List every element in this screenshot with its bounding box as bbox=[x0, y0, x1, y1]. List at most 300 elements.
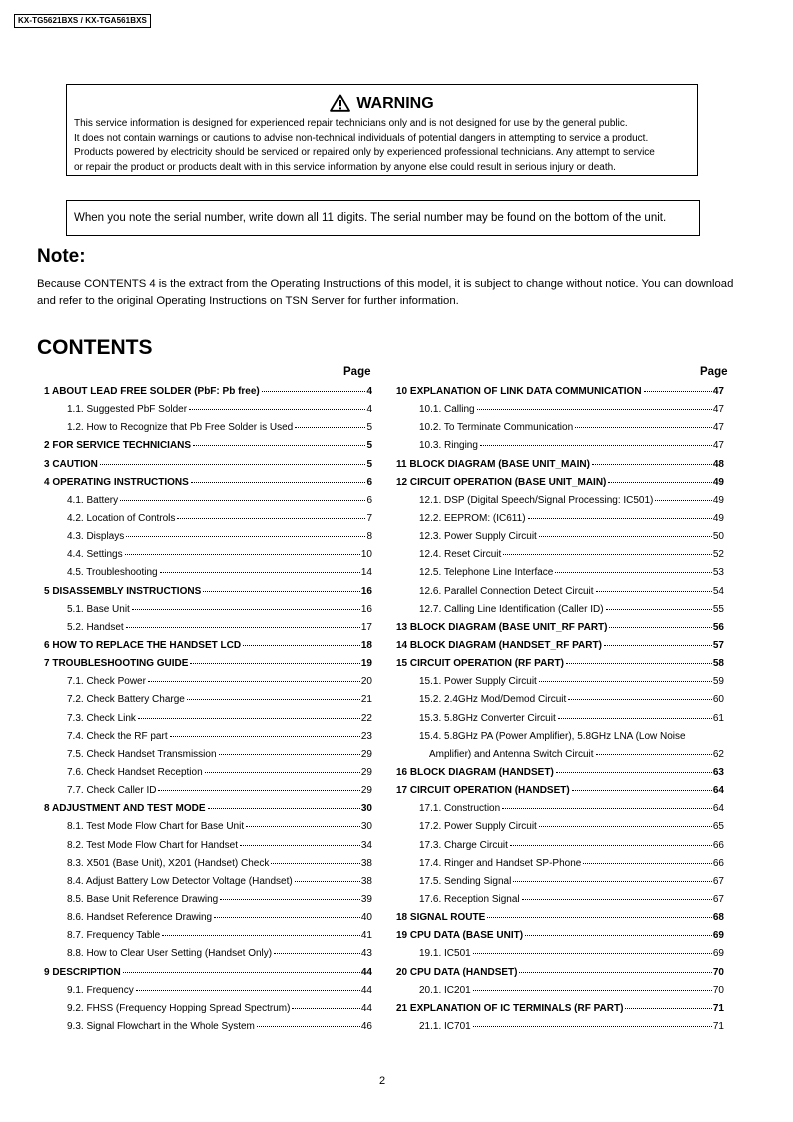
toc-page-number: 58 bbox=[712, 658, 724, 670]
toc-subsection[interactable] bbox=[44, 422, 372, 440]
toc-leader-dots bbox=[136, 990, 360, 991]
toc-page-number: 43 bbox=[360, 948, 372, 960]
toc-page-number: 29 bbox=[360, 766, 372, 778]
toc-leader-dots bbox=[100, 464, 366, 465]
toc-leader-dots bbox=[257, 1026, 360, 1027]
toc-entry-title: 12.7. Calling Line Identification (Caller ID) bbox=[419, 603, 604, 615]
toc-page-number: 17 bbox=[360, 621, 372, 633]
toc-page-number: 23 bbox=[360, 730, 372, 742]
toc-leader-dots bbox=[193, 445, 365, 446]
toc-entry-title: 9.1. Frequency bbox=[67, 984, 134, 996]
toc-page-number: 44 bbox=[360, 966, 372, 978]
toc-leader-dots bbox=[189, 409, 365, 410]
warning-line: It does not contain warnings or cautions to advise non-technical individuals of potential dangers in attempting to service a product. bbox=[74, 132, 649, 144]
toc-section[interactable] bbox=[396, 967, 724, 985]
model-tag: KX-TG5621BXS / KX-TGA561BXS bbox=[14, 14, 151, 28]
note-text: Because CONTENTS 4 is the extract from the Operating Instructions of this model, it is subject to change without notice. You can download and refer to the original Operating Instructions on TSN Server for further information. bbox=[37, 278, 734, 307]
toc-subsection[interactable] bbox=[44, 713, 372, 731]
toc-page-number: 70 bbox=[712, 984, 724, 996]
toc-entry-title: 8.1. Test Mode Flow Chart for Base Unit bbox=[67, 821, 245, 833]
toc-entry-title: 10 EXPLANATION OF LINK DATA COMMUNICATION bbox=[396, 386, 642, 397]
toc-entry-title: 7.5. Check Handset Transmission bbox=[67, 748, 217, 760]
toc-subsection[interactable] bbox=[44, 404, 372, 422]
toc-leader-dots bbox=[125, 554, 360, 555]
toc-entry-title: 8.8. How to Clear User Setting (Handset Only) bbox=[67, 948, 273, 960]
toc-right-column bbox=[396, 386, 724, 1039]
toc-entry-title: 8.5. Base Unit Reference Drawing bbox=[67, 893, 219, 905]
toc-entry-title: 19.1. IC501 bbox=[419, 948, 471, 960]
toc-page-number: 60 bbox=[712, 694, 724, 706]
toc-page-number: 5 bbox=[366, 440, 372, 452]
toc-entry-title: 7.7. Check Caller ID bbox=[67, 785, 157, 797]
toc-leader-dots bbox=[525, 935, 712, 936]
toc-entry-title: 8.2. Test Mode Flow Chart for Handset bbox=[67, 839, 239, 851]
toc-entry-title: 4.2. Location of Controls bbox=[67, 512, 176, 524]
toc-page-number: 34 bbox=[360, 839, 372, 851]
toc-page-number: 47 bbox=[712, 440, 724, 452]
toc-page-number: 61 bbox=[712, 712, 724, 724]
toc-entry-title: 4.5. Troubleshooting bbox=[67, 567, 158, 579]
toc-leader-dots bbox=[148, 681, 360, 682]
toc-leader-dots bbox=[487, 917, 712, 918]
toc-subsection[interactable] bbox=[396, 604, 724, 622]
toc-subsection[interactable] bbox=[44, 840, 372, 858]
toc-page-number: 65 bbox=[712, 821, 724, 833]
toc-leader-dots bbox=[160, 572, 360, 573]
toc-leader-dots bbox=[208, 808, 360, 809]
toc-subsection[interactable] bbox=[396, 549, 724, 567]
toc-leader-dots bbox=[575, 427, 712, 428]
toc-entry-title: 8.3. X501 (Base Unit), X201 (Handset) Check bbox=[67, 857, 270, 869]
toc-entry-title: 17 CIRCUIT OPERATION (HANDSET) bbox=[396, 785, 570, 797]
toc-page-number: 19 bbox=[360, 658, 372, 670]
toc-leader-dots bbox=[190, 663, 359, 664]
toc-leader-dots bbox=[123, 972, 360, 973]
toc-leader-dots bbox=[158, 790, 359, 791]
toc-page-number: 22 bbox=[360, 712, 372, 724]
toc-subsection[interactable] bbox=[396, 1021, 724, 1039]
toc-leader-dots bbox=[191, 482, 366, 483]
toc-section[interactable] bbox=[396, 386, 724, 404]
warning-heading bbox=[67, 93, 697, 115]
toc-section[interactable] bbox=[396, 459, 724, 477]
toc-entry-title: 10.2. To Terminate Communication bbox=[419, 422, 574, 434]
toc-subsection[interactable] bbox=[44, 495, 372, 513]
toc-page-number: 18 bbox=[360, 639, 372, 651]
toc-subsection[interactable] bbox=[396, 985, 724, 1003]
toc-entry-title: 12 CIRCUIT OPERATION (BASE UNIT_MAIN) bbox=[396, 476, 607, 488]
toc-entry-title: 10.1. Calling bbox=[419, 404, 475, 416]
toc-entry-title: 4.1. Battery bbox=[67, 494, 119, 506]
toc-leader-dots bbox=[522, 899, 712, 900]
toc-page-number: 64 bbox=[712, 785, 724, 797]
toc-page-number: 30 bbox=[360, 803, 372, 815]
toc-leader-dots bbox=[126, 627, 360, 628]
toc-leader-dots bbox=[510, 845, 712, 846]
toc-subsection[interactable] bbox=[44, 694, 372, 712]
toc-section[interactable] bbox=[396, 658, 724, 676]
toc-page-number: 29 bbox=[360, 748, 372, 760]
toc-leader-dots bbox=[513, 881, 712, 882]
toc-leader-dots bbox=[203, 591, 360, 592]
toc-subsection[interactable] bbox=[396, 731, 724, 749]
toc-subsection[interactable] bbox=[44, 1021, 372, 1039]
toc-leader-dots bbox=[170, 736, 360, 737]
toc-page-number: 49 bbox=[712, 476, 724, 488]
warning-box bbox=[66, 84, 698, 176]
toc-section[interactable] bbox=[44, 586, 372, 604]
toc-entry-title: 15.2. 2.4GHz Mod/Demod Circuit bbox=[419, 694, 567, 706]
warning-triangle-icon bbox=[330, 94, 350, 112]
toc-page-number: 6 bbox=[366, 494, 372, 506]
toc-entry-title: 8 ADJUSTMENT AND TEST MODE bbox=[44, 803, 206, 815]
toc-page-number: 20 bbox=[360, 676, 372, 688]
toc-entry-title: 3 CAUTION bbox=[44, 458, 98, 470]
toc-page-number: 62 bbox=[712, 748, 724, 760]
toc-entry-title: 16 BLOCK DIAGRAM (HANDSET) bbox=[396, 766, 554, 778]
toc-subsection[interactable] bbox=[44, 749, 372, 767]
toc-entry-title: 17.4. Ringer and Handset SP-Phone bbox=[419, 857, 582, 869]
toc-entry-title: 20.1. IC201 bbox=[419, 984, 471, 996]
toc-entry-title: 9 DESCRIPTION bbox=[44, 966, 121, 978]
toc-section[interactable] bbox=[396, 640, 724, 658]
toc-leader-dots bbox=[655, 500, 711, 501]
toc-leader-dots bbox=[243, 645, 360, 646]
toc-subsection[interactable] bbox=[44, 549, 372, 567]
toc-section[interactable] bbox=[44, 386, 372, 404]
warning-text bbox=[67, 117, 697, 175]
toc-page-number: 64 bbox=[712, 803, 724, 815]
toc-entry-title: 15.3. 5.8GHz Converter Circuit bbox=[419, 712, 556, 724]
toc-section[interactable] bbox=[44, 967, 372, 985]
toc-leader-dots bbox=[583, 863, 712, 864]
toc-entry-title: 15 CIRCUIT OPERATION (RF PART) bbox=[396, 658, 564, 670]
toc-entry-title: 5.1. Base Unit bbox=[67, 603, 130, 615]
toc-subsection[interactable] bbox=[396, 513, 724, 531]
toc-entry-title: 2 FOR SERVICE TECHNICIANS bbox=[44, 440, 192, 452]
toc-page-number: 5 bbox=[366, 422, 372, 434]
toc-leader-dots bbox=[473, 990, 712, 991]
toc-leader-dots bbox=[592, 464, 712, 465]
toc-leader-dots bbox=[596, 591, 712, 592]
toc-subsection[interactable] bbox=[44, 894, 372, 912]
toc-page-number: 5 bbox=[366, 458, 372, 470]
toc-entry-title: 15.4. 5.8GHz PA (Power Amplifier), 5.8GHz LNA (Low Noise bbox=[419, 730, 686, 742]
toc-page-number: 16 bbox=[360, 603, 372, 615]
toc-page-number: 68 bbox=[712, 912, 724, 924]
toc-page-number: 30 bbox=[360, 821, 372, 833]
toc-leader-dots bbox=[625, 1008, 711, 1009]
toc-section[interactable] bbox=[44, 477, 372, 495]
toc-subsection[interactable] bbox=[396, 694, 724, 712]
toc-leader-dots bbox=[556, 772, 712, 773]
toc-page-number: 47 bbox=[712, 404, 724, 416]
toc-page-number: 29 bbox=[360, 785, 372, 797]
toc-page-number: 8 bbox=[366, 531, 372, 543]
toc-page-number: 66 bbox=[712, 839, 724, 851]
note-title: Note: bbox=[37, 246, 86, 267]
warning-line: Products powered by electricity should be serviced or repaired only by experienced professional technicians. Any attempt to service bbox=[74, 147, 655, 158]
toc-page-number: 69 bbox=[712, 948, 724, 960]
toc-leader-dots bbox=[609, 627, 711, 628]
toc-entry-title: 14 BLOCK DIAGRAM (HANDSET_RF PART) bbox=[396, 639, 602, 651]
toc-leader-dots bbox=[271, 863, 360, 864]
toc-subsection[interactable] bbox=[396, 404, 724, 422]
toc-page-number: 67 bbox=[712, 893, 724, 905]
toc-entry-title: 17.2. Power Supply Circuit bbox=[419, 821, 537, 833]
toc-page-number: 7 bbox=[366, 512, 372, 524]
toc-leader-dots bbox=[606, 609, 712, 610]
toc-left-column bbox=[44, 386, 372, 1039]
toc-leader-dots bbox=[187, 699, 360, 700]
toc-entry-title: 7.1. Check Power bbox=[67, 676, 146, 688]
toc-subsection[interactable] bbox=[44, 821, 372, 839]
page-column-header: Page bbox=[343, 366, 371, 378]
toc-entry-title: 5 DISASSEMBLY INSTRUCTIONS bbox=[44, 585, 202, 597]
toc-section[interactable] bbox=[396, 912, 724, 930]
toc-subsection[interactable] bbox=[44, 622, 372, 640]
toc-section[interactable] bbox=[44, 803, 372, 821]
toc-leader-dots bbox=[138, 718, 360, 719]
toc-section[interactable] bbox=[396, 1003, 724, 1021]
toc-page-number: 38 bbox=[360, 875, 372, 887]
toc-leader-dots bbox=[608, 482, 711, 483]
toc-page-number: 56 bbox=[712, 621, 724, 633]
toc-page-number: 55 bbox=[712, 603, 724, 615]
toc-page-number: 44 bbox=[360, 1002, 372, 1014]
warning-line: or repair the product or products dealt with in this service information by anyone else could result in serious injury or death. bbox=[74, 161, 616, 173]
toc-subsection[interactable] bbox=[396, 531, 724, 549]
toc-page-number: 54 bbox=[712, 585, 724, 597]
toc-entry-title: 4 OPERATING INSTRUCTIONS bbox=[44, 476, 189, 488]
toc-subsection[interactable] bbox=[396, 803, 724, 821]
toc-page-number: 46 bbox=[360, 1020, 372, 1032]
toc-page-number: 6 bbox=[366, 476, 372, 488]
toc-section[interactable] bbox=[396, 767, 724, 785]
toc-entry-title: 4.4. Settings bbox=[67, 549, 123, 561]
toc-entry-title: 5.2. Handset bbox=[67, 621, 124, 633]
toc-entry-title: 7 TROUBLESHOOTING GUIDE bbox=[44, 658, 189, 670]
toc-page-number: 41 bbox=[360, 930, 372, 942]
toc-entry-title: 9.2. FHSS (Frequency Hopping Spread Spectrum) bbox=[67, 1002, 291, 1014]
toc-leader-dots bbox=[295, 427, 365, 428]
toc-page-number: 70 bbox=[712, 966, 724, 978]
toc-page-number: 47 bbox=[712, 422, 724, 434]
toc-leader-dots bbox=[262, 391, 366, 392]
toc-section[interactable] bbox=[396, 785, 724, 803]
toc-page-number: 66 bbox=[712, 857, 724, 869]
toc-entry-title: 12.6. Parallel Connection Detect Circuit bbox=[419, 585, 594, 597]
toc-section[interactable] bbox=[44, 658, 372, 676]
toc-subsection[interactable] bbox=[396, 586, 724, 604]
toc-entry-title: 15.1. Power Supply Circuit bbox=[419, 676, 537, 688]
toc-leader-dots bbox=[126, 536, 365, 537]
toc-subsection[interactable] bbox=[44, 531, 372, 549]
contents-title: CONTENTS bbox=[37, 336, 153, 359]
toc-subsection[interactable] bbox=[396, 948, 724, 966]
toc-leader-dots bbox=[539, 536, 712, 537]
toc-subsection[interactable] bbox=[44, 912, 372, 930]
toc-leader-dots bbox=[214, 917, 360, 918]
toc-leader-dots bbox=[644, 391, 712, 392]
toc-entry-title: 13 BLOCK DIAGRAM (BASE UNIT_RF PART) bbox=[396, 621, 608, 633]
toc-entry-title: 8.6. Handset Reference Drawing bbox=[67, 912, 213, 924]
toc-entry-title: Amplifier) and Antenna Switch Circuit bbox=[429, 748, 594, 760]
toc-leader-dots bbox=[477, 409, 712, 410]
toc-entry-title: 21.1. IC701 bbox=[419, 1020, 471, 1032]
toc-section[interactable] bbox=[44, 640, 372, 658]
toc-page-number: 10 bbox=[360, 549, 372, 561]
toc-subsection[interactable] bbox=[396, 676, 724, 694]
toc-leader-dots bbox=[566, 663, 712, 664]
toc-subsection[interactable] bbox=[44, 985, 372, 1003]
toc-subsection[interactable] bbox=[44, 567, 372, 585]
toc-page-number: 39 bbox=[360, 893, 372, 905]
toc-page-number: 69 bbox=[712, 930, 724, 942]
toc-leader-dots bbox=[292, 1008, 359, 1009]
toc-leader-dots bbox=[473, 953, 712, 954]
toc-entry-title: 17.5. Sending Signal bbox=[419, 875, 512, 887]
toc-entry-title: 1.2. How to Recognize that Pb Free Solder is Used bbox=[67, 422, 294, 434]
toc-subsection[interactable] bbox=[396, 840, 724, 858]
toc-subsection[interactable] bbox=[44, 785, 372, 803]
toc-page-number: 40 bbox=[360, 912, 372, 924]
toc-page-number: 47 bbox=[712, 386, 724, 397]
toc-leader-dots bbox=[120, 500, 365, 501]
toc-entry-title: 7.4. Check the RF part bbox=[67, 730, 168, 742]
toc-entry-title: 8.7. Frequency Table bbox=[67, 930, 161, 942]
toc-leader-dots bbox=[503, 554, 712, 555]
toc-entry-title: 18 SIGNAL ROUTE bbox=[396, 912, 486, 924]
toc-entry-title: 12.4. Reset Circuit bbox=[419, 549, 502, 561]
toc-entry-title: 10.3. Ringing bbox=[419, 440, 478, 452]
toc-subsection[interactable] bbox=[396, 495, 724, 513]
toc-leader-dots bbox=[519, 972, 711, 973]
page-number: 2 bbox=[379, 1075, 386, 1087]
warning-line: This service information is designed for experienced repair technicians only and is not designed for use by the general public. bbox=[74, 118, 628, 129]
warning-title: WARNING bbox=[356, 95, 434, 112]
toc-page-number: 49 bbox=[712, 512, 724, 524]
page-column-header: Page bbox=[700, 366, 728, 378]
toc-leader-dots bbox=[480, 445, 712, 446]
toc-subsection[interactable] bbox=[396, 422, 724, 440]
toc-subsection[interactable] bbox=[44, 876, 372, 894]
toc-leader-dots bbox=[473, 1026, 712, 1027]
toc-subsection[interactable] bbox=[396, 876, 724, 894]
toc-subsection[interactable] bbox=[396, 567, 724, 585]
toc-leader-dots bbox=[132, 609, 360, 610]
toc-page-number: 57 bbox=[712, 639, 724, 651]
toc-entry-title: 7.2. Check Battery Charge bbox=[67, 694, 185, 706]
toc-entry-title: 7.6. Check Handset Reception bbox=[67, 766, 203, 778]
toc-entry-title: 17.3. Charge Circuit bbox=[419, 839, 508, 851]
toc-entry-title: 17.6. Reception Signal bbox=[419, 893, 520, 905]
toc-page-number: 38 bbox=[360, 857, 372, 869]
toc-subsection[interactable] bbox=[44, 731, 372, 749]
toc-subsection[interactable] bbox=[44, 930, 372, 948]
toc-subsection[interactable] bbox=[44, 676, 372, 694]
toc-leader-dots bbox=[162, 935, 360, 936]
toc-leader-dots bbox=[528, 518, 712, 519]
toc-subsection[interactable] bbox=[44, 1003, 372, 1021]
toc-leader-dots bbox=[295, 881, 360, 882]
toc-entry-title: 20 CPU DATA (HANDSET) bbox=[396, 966, 518, 978]
toc-entry-title: 7.3. Check Link bbox=[67, 712, 136, 724]
toc-page-number: 71 bbox=[712, 1002, 724, 1014]
toc-page-number: 63 bbox=[712, 766, 724, 778]
toc-subsection[interactable] bbox=[396, 749, 724, 767]
toc-leader-dots bbox=[177, 518, 365, 519]
toc-leader-dots bbox=[274, 953, 360, 954]
toc-subsection[interactable] bbox=[44, 513, 372, 531]
toc-entry-title: 19 CPU DATA (BASE UNIT) bbox=[396, 930, 524, 942]
toc-page-number: 14 bbox=[360, 567, 372, 579]
toc-entry-title: 6 HOW TO REPLACE THE HANDSET LCD bbox=[44, 639, 242, 651]
toc-subsection[interactable] bbox=[396, 713, 724, 731]
toc-page-number: 71 bbox=[712, 1020, 724, 1032]
toc-entry-title: 17.1. Construction bbox=[419, 803, 501, 815]
toc-section[interactable] bbox=[44, 459, 372, 477]
toc-subsection[interactable] bbox=[396, 858, 724, 876]
toc-leader-dots bbox=[604, 645, 712, 646]
toc-subsection[interactable] bbox=[44, 604, 372, 622]
toc-entry-title: 12.3. Power Supply Circuit bbox=[419, 531, 537, 543]
toc-entry-title: 12.5. Telephone Line Interface bbox=[419, 567, 554, 579]
toc-leader-dots bbox=[219, 754, 360, 755]
toc-leader-dots bbox=[240, 845, 360, 846]
toc-leader-dots bbox=[502, 808, 712, 809]
toc-entry-title: 21 EXPLANATION OF IC TERMINALS (RF PART) bbox=[396, 1002, 624, 1014]
toc-subsection[interactable] bbox=[396, 821, 724, 839]
toc-page-number: 52 bbox=[712, 549, 724, 561]
toc-leader-dots bbox=[555, 572, 712, 573]
serial-number-note: When you note the serial number, write down all 11 digits. The serial number may be found on the bottom of the unit. bbox=[66, 200, 700, 236]
toc-section[interactable] bbox=[396, 930, 724, 948]
toc-subsection[interactable] bbox=[396, 894, 724, 912]
toc-page-number: 44 bbox=[360, 984, 372, 996]
toc-entry-title: 1 ABOUT LEAD FREE SOLDER (PbF: Pb free) bbox=[44, 386, 260, 397]
toc-page-number: 67 bbox=[712, 875, 724, 887]
toc-leader-dots bbox=[539, 826, 712, 827]
toc-subsection[interactable] bbox=[44, 948, 372, 966]
toc-section[interactable] bbox=[396, 622, 724, 640]
toc-entry-title: 9.3. Signal Flowchart in the Whole System bbox=[67, 1020, 255, 1032]
toc-leader-dots bbox=[220, 899, 360, 900]
toc-subsection[interactable] bbox=[396, 440, 724, 458]
toc-page-number: 49 bbox=[712, 494, 724, 506]
toc-leader-dots bbox=[246, 826, 360, 827]
toc-section[interactable] bbox=[44, 440, 372, 458]
toc-leader-dots bbox=[568, 699, 712, 700]
toc-leader-dots bbox=[596, 754, 712, 755]
toc-section[interactable] bbox=[396, 477, 724, 495]
toc-entry-title: 12.2. EEPROM: (IC611) bbox=[419, 512, 526, 524]
toc-entry-title: 11 BLOCK DIAGRAM (BASE UNIT_MAIN) bbox=[396, 458, 590, 470]
toc-entry-title: 1.1. Suggested PbF Solder bbox=[67, 404, 188, 416]
toc-subsection[interactable] bbox=[44, 767, 372, 785]
toc-leader-dots bbox=[539, 681, 712, 682]
toc-page-number: 48 bbox=[712, 458, 724, 470]
toc-page-number: 4 bbox=[366, 386, 372, 397]
toc-leader-dots bbox=[558, 718, 712, 719]
toc-page-number: 21 bbox=[360, 694, 372, 706]
toc-entry-title: 8.4. Adjust Battery Low Detector Voltage (Handset) bbox=[67, 875, 293, 887]
toc-entry-title: 12.1. DSP (Digital Speech/Signal Processing: IC501) bbox=[419, 494, 654, 506]
toc-subsection[interactable] bbox=[44, 858, 372, 876]
toc-page-number: 16 bbox=[360, 585, 372, 597]
toc-page-number: 4 bbox=[366, 404, 372, 416]
toc-leader-dots bbox=[572, 790, 712, 791]
